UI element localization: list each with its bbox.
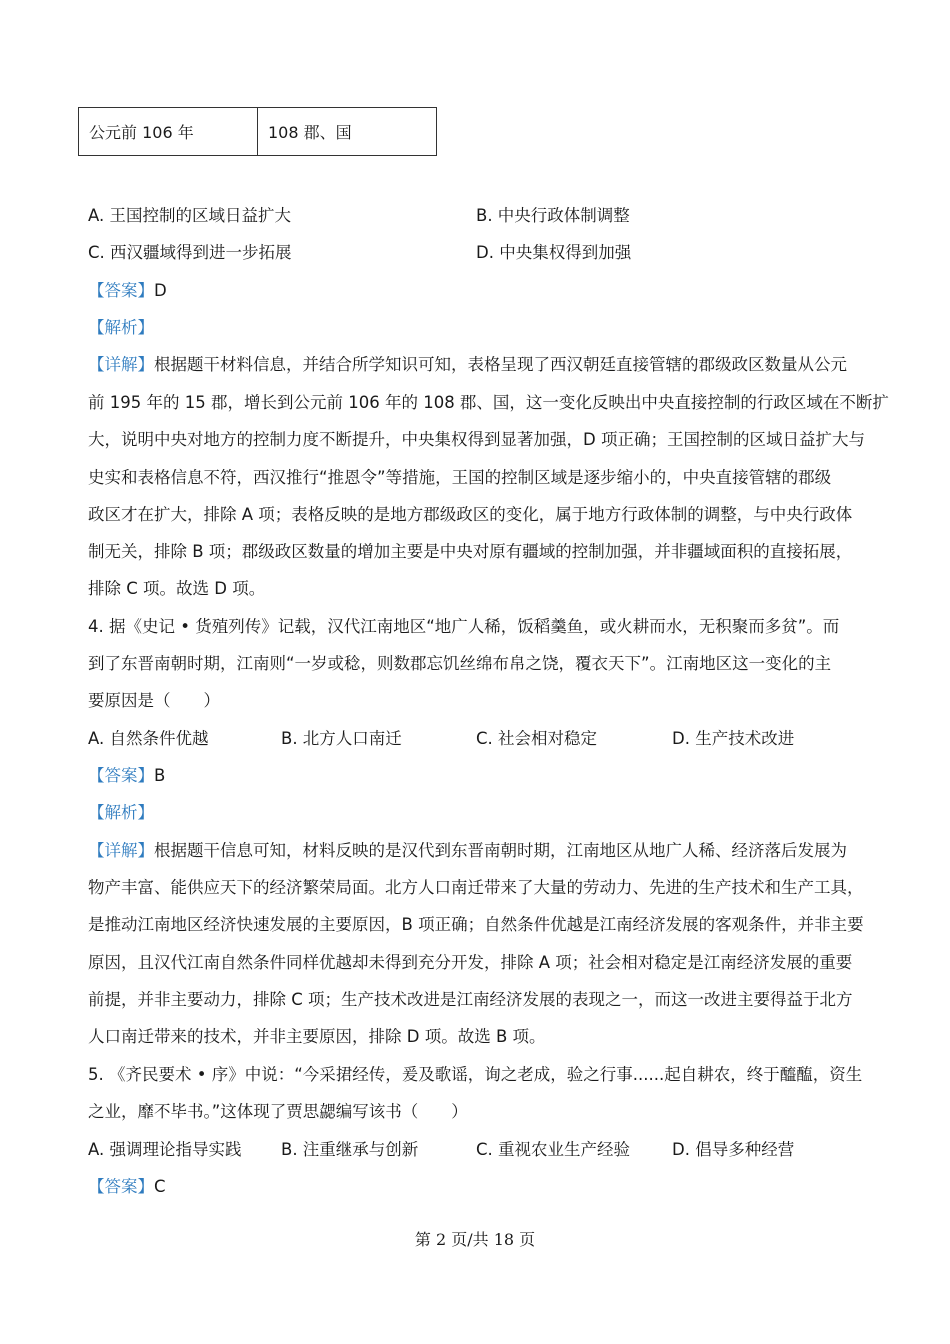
q3-detail-line: 排除 C 项。故选 D 项。	[88, 579, 266, 598]
answer-value: D	[154, 281, 167, 300]
q4-detail-line: 前提，并非主要动力，排除 C 项；生产技术改进是江南经济发展的表现之一，而这一改进主要得益于北方	[88, 990, 853, 1009]
answer-tag: 【答案】	[88, 1177, 154, 1196]
q5-option-a: A. 强调理论指导实践	[88, 1140, 242, 1159]
q4-detail-line: 是推动江南地区经济快速发展的主要原因，B 项正确；自然条件优越是江南经济发展的客观条件，并非主要	[88, 915, 864, 934]
q3-detail-line: 【详解】根据题干材料信息，并结合所学知识可知，表格呈现了西汉朝廷直接管辖的郡级政区数量从公元	[88, 355, 847, 374]
analysis-tag: 【解析】	[88, 803, 154, 822]
q3-analysis-heading	[88, 317, 154, 339]
analysis-tag: 【解析】	[88, 318, 154, 337]
detail-tag: 【详解】	[88, 841, 154, 860]
table-cell-year: 公元前 106 年	[79, 108, 258, 156]
q3-detail-line: 史实和表格信息不符，西汉推行“推恩令”等措施，王国的控制区域是逐步缩小的，中央直接管辖的郡级	[88, 468, 832, 487]
q5-option-b: B. 注重继承与创新	[281, 1140, 419, 1159]
q4-stem-line: 4. 据《史记 • 货殖列传》记载，汉代江南地区“地广人稀，饭稻羹鱼，或火耕而水，无积聚而多贫”。而	[88, 617, 840, 636]
q3-option-c: C. 西汉疆域得到进一步拓展	[88, 243, 292, 262]
q5-stem-line: 5. 《齐民要术 • 序》中说：“今采捃经传，爰及歌谣，询之老成，验之行事......起自耕农，终于醯醢，资生	[88, 1065, 863, 1084]
q5-option-c: C. 重视农业生产经验	[476, 1140, 631, 1159]
q4-stem-line: 到了东晋南朝时期，江南则“一岁或稔，则数郡忘饥丝绵布帛之饶，覆衣天下”。江南地区这一变化的主	[88, 654, 832, 673]
answer-tag: 【答案】	[88, 281, 154, 300]
q5-answer	[88, 1176, 166, 1198]
q3-detail-line: 制无关，排除 B 项；郡级政区数量的增加主要是中央对原有疆域的控制加强，并非疆域面积的直接拓展，	[88, 542, 853, 561]
q3-detail-line: 大，说明中央对地方的控制力度不断提升，中央集权得到显著加强，D 项正确；王国控制的区域日益扩大与	[88, 430, 865, 449]
q4-analysis-heading	[88, 802, 154, 824]
q4-option-c: C. 社会相对稳定	[476, 729, 598, 748]
q4-option-a: A. 自然条件优越	[88, 729, 209, 748]
table-row	[79, 108, 437, 156]
q3-detail-line: 政区才在扩大，排除 A 项；表格反映的是地方郡级政区的变化，属于地方行政体制的调整，与中央行政体	[88, 505, 853, 524]
q4-detail-line: 物产丰富、能供应天下的经济繁荣局面。北方人口南迁带来了大量的劳动力、先进的生产技术和生产工具，	[88, 878, 864, 897]
page-footer: 第 2 页/共 18 页	[414, 1230, 536, 1249]
q3-detail-line: 前 195 年的 15 郡，增长到公元前 106 年的 108 郡、国，这一变化反映出中央直接控制的行政区域在不断扩	[88, 393, 889, 412]
answer-value: B	[154, 766, 166, 785]
detail-tag: 【详解】	[88, 355, 154, 374]
answer-value: C	[154, 1177, 166, 1196]
q5-stem-line: 之业，靡不毕书。”这体现了贾思勰编写该书（ ）	[88, 1102, 468, 1121]
q3-option-a: A. 王国控制的区域日益扩大	[88, 206, 291, 225]
data-table	[78, 107, 437, 156]
table-cell-count: 108 郡、国	[258, 108, 437, 156]
q4-option-d: D. 生产技术改进	[672, 729, 795, 748]
q3-answer	[88, 280, 167, 302]
q4-detail-line: 人口南迁带来的技术，并非主要原因，排除 D 项。故选 B 项。	[88, 1027, 546, 1046]
q4-option-b: B. 北方人口南迁	[281, 729, 402, 748]
q5-option-d: D. 倡导多种经营	[672, 1140, 795, 1159]
q4-answer	[88, 765, 165, 787]
q3-option-d: D. 中央集权得到加强	[476, 243, 632, 262]
q3-option-b: B. 中央行政体制调整	[476, 206, 630, 225]
q4-detail-line: 【详解】根据题干信息可知，材料反映的是汉代到东晋南朝时期，江南地区从地广人稀、经济落后发展为	[88, 841, 847, 860]
q4-detail-line: 原因，且汉代江南自然条件同样优越却未得到充分开发，排除 A 项；社会相对稳定是江南经济发展的重要	[88, 953, 853, 972]
q4-stem-line: 要原因是（ ）	[88, 691, 220, 710]
answer-tag: 【答案】	[88, 766, 154, 785]
